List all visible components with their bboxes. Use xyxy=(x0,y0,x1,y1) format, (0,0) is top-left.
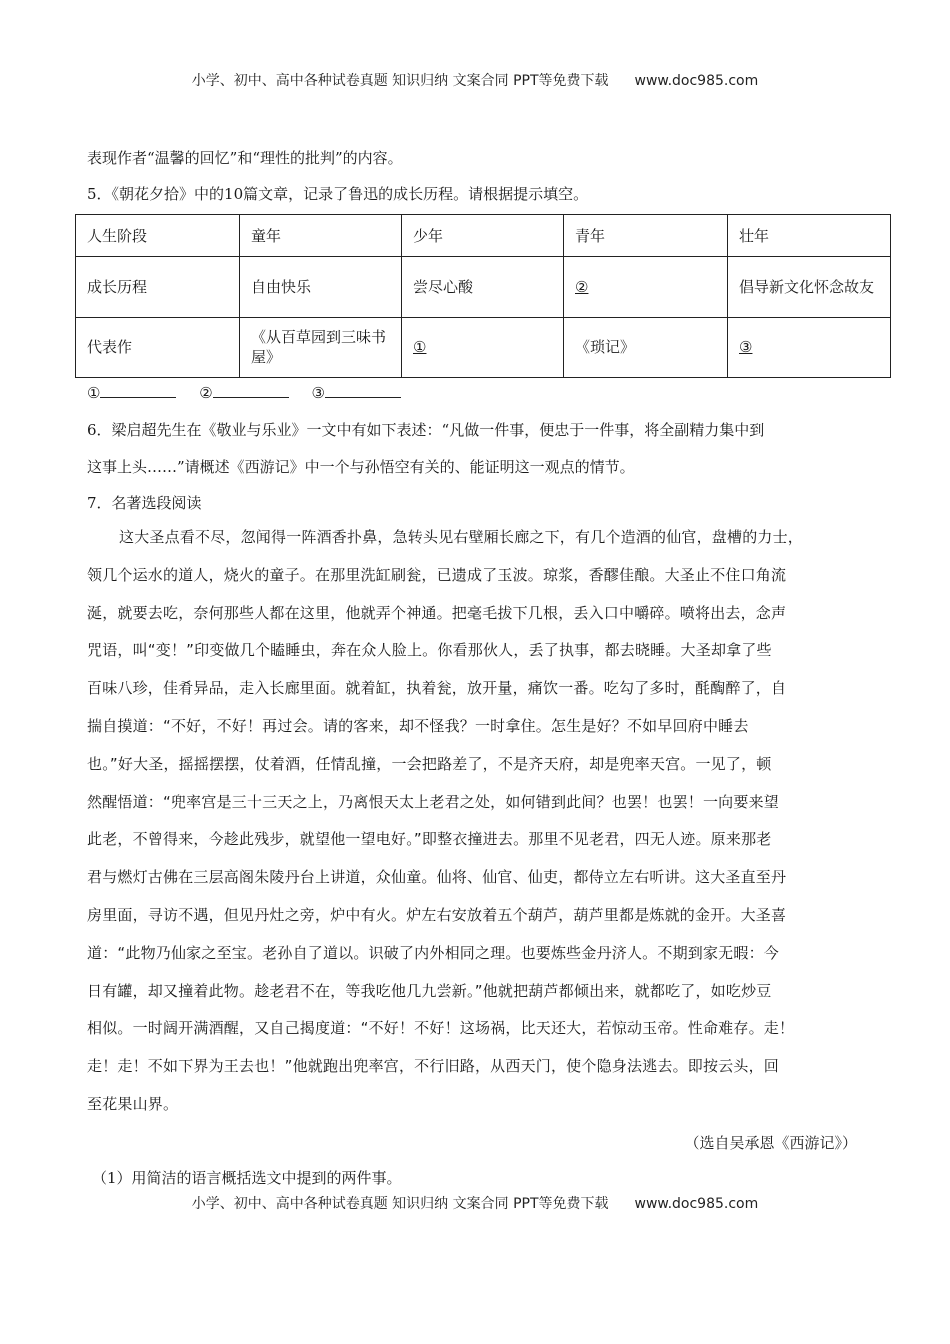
passage-line: 此老，不曾得来，今趁此残步，就望他一望电好。”即整衣撞进去。那里不见老君，四无人迹。原来那老 xyxy=(87,830,772,849)
passage-line: 君与燃灯古佛在三层高阁朱陵丹台上讲道，众仙童。仙将、仙官、仙吏，都侍立左右听讲。这大圣直至丹 xyxy=(87,868,787,887)
answer-blanks xyxy=(87,383,419,402)
footer-text: 小学、初中、高中各种试卷真题 知识归纳 文案合同 PPT等免费下载 xyxy=(191,1196,609,1212)
passage-line: 领几个运水的道人，烧火的童子。在那里洗缸刷瓮，已遗成了玉波。琼浆，香醪佳酿。大圣止不住口角流 xyxy=(87,565,787,584)
passage-line: 然醒悟道：“兜率宫是三十三天之上，乃离恨天太上老君之处，如何错到此间？也罢！也罢！一向要来望 xyxy=(87,792,779,811)
header-url-link[interactable]: www.doc985.com xyxy=(634,73,759,89)
question-5-number: 5． xyxy=(87,185,112,203)
table-cell: 尝尽心酸 xyxy=(402,257,564,317)
table-cell: 倡导新文化怀念故友 xyxy=(728,257,891,317)
passage-line: 也。”好大圣，摇摇摆摆，仗着酒，任情乱撞，一会把路差了，不是齐天府，却是兜率天宫。一见了，顿 xyxy=(87,754,772,773)
table-cell: 成长历程 xyxy=(76,257,240,317)
table-cell: 代表作 xyxy=(76,317,240,377)
question-6-line-1: 6．梁启超先生在《敬业与乐业》一文中有如下表述：“凡做一件事，便忠于一件事，将全副精力集中到 xyxy=(87,421,765,439)
question-5-text: 《朝花夕拾》中的10篇文章，记录了鲁迅的成长历程。请根据提示填空。 xyxy=(111,185,589,203)
blank-marker-2: ② xyxy=(575,277,589,296)
answer-blank-3[interactable] xyxy=(311,384,400,402)
page-footer xyxy=(0,1193,950,1213)
passage-line: 道：“此物乃仙家之至宝。老孙自了道以。识破了内外相同之理。也要炼些金丹济人。不期到家无暇：今 xyxy=(87,943,779,962)
blank-line[interactable] xyxy=(100,383,176,398)
blank-line[interactable] xyxy=(213,383,289,398)
blank-marker-3: ③ xyxy=(739,338,753,357)
sub-question-1: （1）用简洁的语言概括选文中提到的两件事。 xyxy=(92,1169,402,1187)
page-header xyxy=(0,70,950,90)
intro-line: 表现作者“温馨的回忆”和“理性的批判”的内容。 xyxy=(87,149,403,167)
blank-marker-1: ① xyxy=(413,338,427,357)
table-cell: 《从百草园到三味书屋》 xyxy=(240,317,402,377)
question-5 xyxy=(87,183,588,204)
table-cell: 自由快乐 xyxy=(240,257,402,317)
table-cell xyxy=(564,257,728,317)
table-row xyxy=(76,257,891,317)
passage-line: 相似。一时阔开满酒醒，又自己揭度道：“不好！不好！这场祸，比天还大，若惊动玉帝。性命难存。走！ xyxy=(87,1019,795,1038)
question-7-title: 7．名著选段阅读 xyxy=(87,494,202,512)
table-cell xyxy=(728,317,891,377)
passage-source: （选自吴承恩《西游记》） xyxy=(684,1134,857,1152)
table-cell: 壮年 xyxy=(728,215,891,257)
table-cell xyxy=(402,317,564,377)
blank-label: ② xyxy=(199,384,213,402)
growth-table xyxy=(75,214,891,378)
passage-line: 百味八珍，佳肴异品，走入长廊里面。就着缸，执着瓮，放开量，痛饮一番。吃勾了多时，酕醄醉了，自 xyxy=(87,679,787,698)
table-cell: 少年 xyxy=(402,215,564,257)
passage-line: 揣自摸道：“不好，不好！再过会。请的客来，却不怪我？一时拿住。怎生是好？不如早回府中睡去 xyxy=(87,716,749,735)
table-cell: 青年 xyxy=(564,215,728,257)
table-row xyxy=(76,317,891,377)
blank-label: ① xyxy=(87,384,101,402)
blank-label: ③ xyxy=(311,384,325,402)
passage-line: 涎，就要去吃，奈何那些人都在这里，他就弄个神通。把毫毛拔下几根，丢入口中嚼碎。喷将出去，念声 xyxy=(87,603,787,622)
reading-passage xyxy=(87,519,867,1124)
passage-line: 日有罐，却又撞着此物。趁老君不在，等我吃他几九尝新。”他就把葫芦都倾出来，就都吃了，如吃炒豆 xyxy=(87,981,772,1000)
answer-blank-1[interactable] xyxy=(87,384,176,402)
table-cell: 《琐记》 xyxy=(564,317,728,377)
table-row xyxy=(76,215,891,257)
blank-line[interactable] xyxy=(325,383,401,398)
table-cell: 童年 xyxy=(240,215,402,257)
passage-line: 房里面，寻访不遇，但见丹灶之旁，炉中有火。炉左右安放着五个葫芦，葫芦里都是炼就的金开。大圣喜 xyxy=(87,905,787,924)
passage-line: 咒语，叫“变！”印变做几个瞌睡虫，奔在众人脸上。你看那伙人，丢了执事，都去晓睡。大圣却拿了些 xyxy=(87,641,772,660)
footer-url-link[interactable]: www.doc985.com xyxy=(634,1196,759,1212)
passage-line: 这大圣点看不尽，忽闻得一阵酒香扑鼻，急转头见右壁厢长廊之下，有几个造酒的仙官，盘槽的力士， xyxy=(119,528,804,546)
passage-line: 至花果山界。 xyxy=(87,1094,179,1113)
passage-line: 走！走！不如下界为王去也！”他就跑出兜率宫，不行旧路，从西天门，使个隐身法逃去。即按云头，回 xyxy=(87,1057,779,1076)
question-6-line-2: 这事上头……”请概述《西游记》中一个与孙悟空有关的、能证明这一观点的情节。 xyxy=(87,458,635,476)
header-text: 小学、初中、高中各种试卷真题 知识归纳 文案合同 PPT等免费下载 xyxy=(191,73,609,89)
answer-blank-2[interactable] xyxy=(199,384,288,402)
table-cell: 人生阶段 xyxy=(76,215,240,257)
